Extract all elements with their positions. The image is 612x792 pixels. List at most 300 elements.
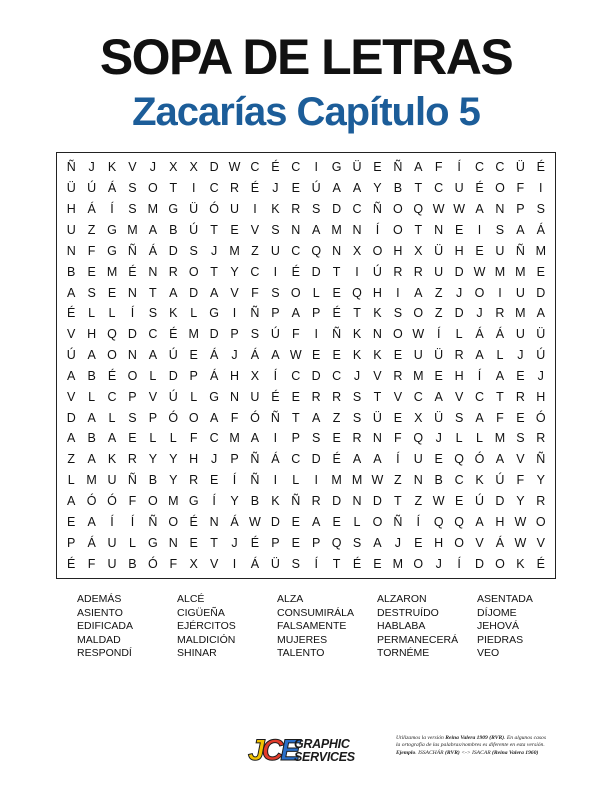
- grid-cell[interactable]: M: [535, 243, 546, 258]
- grid-cell[interactable]: Ñ: [291, 494, 301, 509]
- grid-cell[interactable]: J: [435, 556, 442, 571]
- grid-cell[interactable]: A: [209, 410, 219, 425]
- grid-cell[interactable]: I: [396, 285, 400, 300]
- grid-cell[interactable]: Á: [495, 535, 505, 550]
- grid-cell[interactable]: Y: [536, 473, 545, 488]
- grid-cell[interactable]: O: [454, 535, 464, 550]
- grid-cell[interactable]: C: [475, 389, 485, 404]
- grid-cell[interactable]: W: [514, 514, 527, 529]
- grid-cell[interactable]: Ú: [536, 348, 546, 363]
- grid-cell[interactable]: A: [475, 202, 484, 217]
- grid-cell[interactable]: C: [107, 389, 117, 404]
- grid-cell[interactable]: S: [393, 306, 403, 321]
- grid-cell[interactable]: A: [414, 285, 423, 300]
- grid-cell[interactable]: A: [516, 222, 525, 237]
- grid-cell[interactable]: J: [149, 160, 156, 175]
- grid-cell[interactable]: K: [373, 348, 382, 363]
- grid-cell[interactable]: E: [189, 535, 198, 550]
- grid-cell[interactable]: E: [516, 368, 525, 383]
- grid-cell[interactable]: U: [434, 264, 444, 279]
- grid-cell[interactable]: U: [413, 348, 423, 363]
- grid-cell[interactable]: S: [536, 202, 545, 217]
- grid-cell[interactable]: J: [394, 535, 401, 550]
- grid-cell[interactable]: W: [412, 327, 425, 342]
- grid-cell[interactable]: S: [148, 306, 158, 321]
- grid-cell[interactable]: Q: [352, 285, 362, 300]
- grid-cell[interactable]: Ü: [66, 181, 76, 196]
- grid-cell[interactable]: A: [434, 389, 443, 404]
- grid-cell[interactable]: D: [209, 327, 219, 342]
- grid-cell[interactable]: E: [373, 556, 382, 571]
- grid-cell[interactable]: I: [273, 431, 278, 446]
- grid-cell[interactable]: I: [232, 306, 237, 321]
- grid-cell[interactable]: N: [209, 514, 219, 529]
- grid-cell[interactable]: U: [413, 452, 423, 467]
- grid-cell[interactable]: N: [127, 285, 137, 300]
- grid-cell[interactable]: L: [149, 431, 157, 446]
- grid-cell[interactable]: É: [332, 452, 341, 467]
- grid-cell[interactable]: E: [87, 264, 96, 279]
- grid-cell[interactable]: F: [128, 494, 137, 509]
- grid-cell[interactable]: Ó: [107, 494, 117, 509]
- grid-cell[interactable]: F: [230, 410, 239, 425]
- grid-cell[interactable]: S: [271, 222, 280, 237]
- grid-cell[interactable]: P: [230, 327, 239, 342]
- grid-cell[interactable]: Ñ: [372, 202, 382, 217]
- grid-cell[interactable]: R: [168, 264, 178, 279]
- grid-cell[interactable]: Á: [209, 348, 219, 363]
- grid-cell[interactable]: D: [454, 306, 464, 321]
- grid-cell[interactable]: M: [229, 431, 240, 446]
- grid-cell[interactable]: N: [352, 494, 362, 509]
- grid-cell[interactable]: F: [189, 431, 198, 446]
- grid-cell[interactable]: V: [67, 327, 76, 342]
- grid-cell[interactable]: W: [432, 494, 445, 509]
- grid-cell[interactable]: E: [536, 264, 545, 279]
- grid-cell[interactable]: Ñ: [270, 410, 280, 425]
- grid-cell[interactable]: Ñ: [148, 514, 158, 529]
- grid-cell[interactable]: I: [191, 181, 196, 196]
- grid-cell[interactable]: C: [148, 327, 158, 342]
- grid-cell[interactable]: Á: [250, 348, 260, 363]
- grid-cell[interactable]: J: [210, 452, 218, 467]
- grid-cell[interactable]: Z: [251, 243, 259, 258]
- grid-cell[interactable]: S: [312, 202, 321, 217]
- grid-cell[interactable]: É: [536, 160, 545, 175]
- grid-cell[interactable]: D: [311, 368, 321, 383]
- grid-cell[interactable]: D: [311, 452, 321, 467]
- grid-cell[interactable]: A: [495, 368, 505, 383]
- grid-cell[interactable]: L: [67, 473, 75, 488]
- grid-cell[interactable]: M: [331, 222, 342, 237]
- grid-cell[interactable]: I: [253, 202, 257, 217]
- grid-cell[interactable]: G: [209, 389, 219, 404]
- grid-cell[interactable]: Ñ: [250, 452, 260, 467]
- grid-cell[interactable]: F: [87, 556, 96, 571]
- grid-cell[interactable]: Í: [212, 494, 216, 509]
- grid-cell[interactable]: T: [332, 556, 341, 571]
- grid-cell[interactable]: R: [230, 181, 240, 196]
- grid-cell[interactable]: D: [372, 494, 382, 509]
- grid-cell[interactable]: R: [352, 431, 362, 446]
- grid-cell[interactable]: Á: [87, 535, 96, 550]
- grid-cell[interactable]: N: [148, 264, 158, 279]
- grid-cell[interactable]: G: [209, 306, 219, 321]
- grid-cell[interactable]: Í: [130, 306, 135, 321]
- grid-cell[interactable]: E: [291, 181, 300, 196]
- grid-cell[interactable]: A: [312, 222, 321, 237]
- grid-cell[interactable]: S: [271, 285, 280, 300]
- grid-cell[interactable]: Í: [273, 368, 278, 383]
- grid-cell[interactable]: L: [88, 389, 96, 404]
- grid-cell[interactable]: M: [515, 264, 526, 279]
- grid-cell[interactable]: I: [273, 473, 278, 488]
- grid-cell[interactable]: H: [393, 243, 403, 258]
- grid-cell[interactable]: U: [270, 243, 280, 258]
- grid-cell[interactable]: Ü: [434, 348, 444, 363]
- grid-cell[interactable]: C: [291, 368, 301, 383]
- grid-cell[interactable]: O: [495, 181, 505, 196]
- grid-cell[interactable]: Ñ: [393, 160, 403, 175]
- grid-cell[interactable]: S: [352, 410, 362, 425]
- grid-cell[interactable]: T: [291, 410, 300, 425]
- grid-cell[interactable]: R: [332, 389, 342, 404]
- grid-cell[interactable]: G: [168, 202, 179, 217]
- grid-cell[interactable]: Í: [436, 327, 441, 342]
- grid-cell[interactable]: Í: [375, 222, 380, 237]
- grid-cell[interactable]: R: [393, 368, 403, 383]
- grid-cell[interactable]: Ú: [189, 222, 199, 237]
- grid-cell[interactable]: Y: [373, 181, 382, 196]
- grid-cell[interactable]: E: [516, 410, 525, 425]
- grid-cell[interactable]: V: [209, 556, 219, 571]
- grid-cell[interactable]: D: [209, 160, 219, 175]
- grid-cell[interactable]: E: [107, 285, 117, 300]
- grid-cell[interactable]: É: [271, 389, 280, 404]
- grid-cell[interactable]: V: [148, 389, 158, 404]
- grid-cell[interactable]: A: [67, 368, 76, 383]
- grid-cell[interactable]: E: [373, 160, 382, 175]
- grid-cell[interactable]: Á: [271, 452, 280, 467]
- grid-cell[interactable]: Y: [230, 264, 239, 279]
- grid-cell[interactable]: O: [290, 285, 301, 300]
- grid-cell[interactable]: Q: [454, 514, 464, 529]
- grid-cell[interactable]: Z: [434, 285, 443, 300]
- grid-cell[interactable]: W: [249, 514, 261, 529]
- grid-cell[interactable]: X: [250, 368, 260, 383]
- grid-cell[interactable]: S: [250, 327, 260, 342]
- grid-cell[interactable]: Q: [311, 243, 322, 258]
- grid-cell[interactable]: C: [413, 389, 423, 404]
- grid-cell[interactable]: L: [312, 285, 320, 300]
- grid-cell[interactable]: B: [250, 494, 260, 509]
- grid-cell[interactable]: N: [413, 473, 423, 488]
- grid-cell[interactable]: C: [250, 264, 260, 279]
- grid-cell[interactable]: T: [496, 389, 504, 404]
- grid-cell[interactable]: K: [107, 452, 117, 467]
- grid-cell[interactable]: M: [106, 264, 118, 279]
- grid-cell[interactable]: W: [473, 264, 486, 279]
- grid-cell[interactable]: U: [66, 222, 76, 237]
- grid-cell[interactable]: Ó: [535, 410, 546, 425]
- grid-cell[interactable]: M: [86, 473, 97, 488]
- grid-cell[interactable]: K: [352, 348, 362, 363]
- grid-cell[interactable]: D: [475, 556, 485, 571]
- grid-cell[interactable]: J: [353, 368, 361, 383]
- grid-cell[interactable]: A: [414, 160, 423, 175]
- grid-cell[interactable]: Ü: [372, 410, 382, 425]
- grid-cell[interactable]: Ñ: [250, 473, 260, 488]
- grid-cell[interactable]: O: [148, 494, 158, 509]
- grid-cell[interactable]: P: [312, 306, 321, 321]
- grid-cell[interactable]: A: [87, 452, 96, 467]
- grid-cell[interactable]: A: [107, 431, 117, 446]
- grid-cell[interactable]: E: [67, 514, 76, 529]
- grid-cell[interactable]: J: [272, 181, 279, 196]
- grid-cell[interactable]: F: [516, 181, 525, 196]
- grid-cell[interactable]: J: [231, 348, 238, 363]
- grid-cell[interactable]: L: [108, 306, 116, 321]
- grid-cell[interactable]: Ó: [168, 410, 179, 425]
- grid-cell[interactable]: S: [516, 431, 525, 446]
- grid-cell[interactable]: J: [88, 160, 95, 175]
- grid-cell[interactable]: K: [169, 306, 178, 321]
- grid-cell[interactable]: A: [291, 306, 300, 321]
- grid-cell[interactable]: C: [495, 160, 505, 175]
- grid-cell[interactable]: Z: [414, 494, 423, 509]
- grid-cell[interactable]: Y: [230, 494, 239, 509]
- grid-cell[interactable]: Z: [87, 222, 96, 237]
- grid-cell[interactable]: F: [496, 410, 504, 425]
- grid-cell[interactable]: Á: [230, 514, 239, 529]
- grid-cell[interactable]: O: [168, 514, 179, 529]
- grid-cell[interactable]: W: [432, 202, 445, 217]
- grid-cell[interactable]: Q: [331, 535, 342, 550]
- grid-cell[interactable]: Ú: [270, 327, 280, 342]
- grid-cell[interactable]: A: [312, 514, 321, 529]
- grid-cell[interactable]: Í: [477, 368, 482, 383]
- grid-cell[interactable]: V: [393, 389, 403, 404]
- grid-cell[interactable]: L: [496, 348, 504, 363]
- grid-cell[interactable]: L: [455, 327, 463, 342]
- grid-cell[interactable]: R: [413, 264, 423, 279]
- grid-cell[interactable]: B: [128, 556, 137, 571]
- grid-cell[interactable]: I: [498, 285, 502, 300]
- grid-cell[interactable]: E: [332, 431, 341, 446]
- grid-cell[interactable]: Á: [107, 181, 117, 196]
- grid-cell[interactable]: Ú: [372, 264, 382, 279]
- grid-cell[interactable]: G: [107, 243, 117, 258]
- grid-cell[interactable]: T: [414, 222, 423, 237]
- grid-cell[interactable]: N: [332, 243, 342, 258]
- grid-cell[interactable]: P: [189, 368, 198, 383]
- grid-cell[interactable]: T: [149, 285, 157, 300]
- grid-cell[interactable]: É: [67, 556, 76, 571]
- grid-cell[interactable]: I: [539, 181, 543, 196]
- grid-cell[interactable]: Ñ: [536, 452, 546, 467]
- grid-cell[interactable]: M: [168, 494, 179, 509]
- grid-cell[interactable]: D: [311, 264, 321, 279]
- grid-cell[interactable]: É: [189, 514, 198, 529]
- grid-cell[interactable]: H: [87, 327, 97, 342]
- grid-cell[interactable]: A: [373, 535, 382, 550]
- grid-cell[interactable]: R: [495, 306, 505, 321]
- grid-cell[interactable]: A: [475, 410, 484, 425]
- grid-cell[interactable]: É: [352, 556, 362, 571]
- grid-cell[interactable]: I: [314, 160, 318, 175]
- grid-cell[interactable]: N: [372, 431, 382, 446]
- grid-cell[interactable]: É: [271, 160, 280, 175]
- grid-cell[interactable]: C: [250, 160, 260, 175]
- grid-cell[interactable]: E: [128, 431, 137, 446]
- grid-cell[interactable]: Z: [332, 410, 341, 425]
- grid-cell[interactable]: Ü: [352, 160, 362, 175]
- grid-cell[interactable]: Ü: [270, 556, 280, 571]
- grid-cell[interactable]: N: [168, 535, 178, 550]
- grid-cell[interactable]: T: [373, 389, 382, 404]
- grid-cell[interactable]: Ñ: [250, 306, 260, 321]
- grid-cell[interactable]: L: [169, 431, 177, 446]
- grid-cell[interactable]: N: [230, 389, 240, 404]
- grid-cell[interactable]: Í: [130, 514, 135, 529]
- grid-cell[interactable]: L: [292, 473, 300, 488]
- grid-cell[interactable]: X: [414, 410, 423, 425]
- grid-cell[interactable]: Ó: [474, 452, 485, 467]
- grid-cell[interactable]: N: [372, 327, 382, 342]
- grid-cell[interactable]: O: [413, 306, 424, 321]
- grid-cell[interactable]: Q: [107, 327, 117, 342]
- grid-cell[interactable]: L: [108, 410, 116, 425]
- grid-cell[interactable]: E: [291, 514, 300, 529]
- grid-cell[interactable]: M: [188, 327, 199, 342]
- grid-cell[interactable]: O: [148, 181, 158, 196]
- grid-cell[interactable]: C: [291, 243, 301, 258]
- grid-cell[interactable]: F: [169, 556, 178, 571]
- grid-cell[interactable]: C: [291, 160, 301, 175]
- grid-cell[interactable]: R: [536, 431, 546, 446]
- grid-cell[interactable]: Í: [457, 556, 461, 571]
- grid-cell[interactable]: N: [434, 222, 444, 237]
- grid-cell[interactable]: Á: [87, 202, 96, 217]
- grid-cell[interactable]: Í: [457, 160, 461, 175]
- grid-cell[interactable]: J: [476, 306, 483, 321]
- grid-cell[interactable]: É: [475, 181, 484, 196]
- grid-cell[interactable]: X: [169, 160, 178, 175]
- grid-cell[interactable]: A: [312, 410, 321, 425]
- grid-cell[interactable]: M: [127, 222, 138, 237]
- grid-cell[interactable]: K: [352, 327, 362, 342]
- grid-cell[interactable]: E: [291, 389, 300, 404]
- grid-cell[interactable]: Ú: [168, 389, 178, 404]
- grid-cell[interactable]: L: [455, 431, 463, 446]
- grid-cell[interactable]: W: [453, 202, 466, 217]
- grid-cell[interactable]: A: [148, 348, 158, 363]
- grid-cell[interactable]: Y: [169, 452, 178, 467]
- grid-cell[interactable]: Y: [516, 494, 525, 509]
- grid-cell[interactable]: Q: [454, 452, 464, 467]
- grid-cell[interactable]: I: [232, 556, 237, 571]
- grid-cell[interactable]: Q: [413, 202, 424, 217]
- grid-cell[interactable]: Í: [314, 556, 318, 571]
- grid-cell[interactable]: Ó: [148, 556, 158, 571]
- grid-cell[interactable]: H: [454, 368, 464, 383]
- grid-cell[interactable]: E: [434, 452, 443, 467]
- grid-cell[interactable]: M: [515, 306, 526, 321]
- grid-cell[interactable]: O: [495, 556, 505, 571]
- grid-cell[interactable]: S: [291, 556, 300, 571]
- grid-cell[interactable]: U: [230, 202, 240, 217]
- grid-cell[interactable]: T: [210, 264, 218, 279]
- grid-cell[interactable]: K: [107, 160, 117, 175]
- grid-cell[interactable]: S: [189, 243, 198, 258]
- grid-cell[interactable]: É: [332, 306, 341, 321]
- grid-cell[interactable]: U: [495, 243, 505, 258]
- grid-cell[interactable]: É: [169, 327, 178, 342]
- grid-cell[interactable]: N: [291, 222, 301, 237]
- grid-cell[interactable]: Á: [250, 556, 260, 571]
- grid-cell[interactable]: U: [515, 327, 525, 342]
- grid-cell[interactable]: Á: [495, 327, 505, 342]
- grid-cell[interactable]: Ü: [434, 243, 444, 258]
- grid-cell[interactable]: É: [107, 368, 117, 383]
- grid-cell[interactable]: A: [87, 514, 96, 529]
- grid-cell[interactable]: Ú: [87, 181, 97, 196]
- grid-cell[interactable]: B: [87, 431, 96, 446]
- grid-cell[interactable]: F: [251, 285, 259, 300]
- grid-cell[interactable]: I: [477, 222, 482, 237]
- grid-cell[interactable]: A: [87, 410, 96, 425]
- grid-cell[interactable]: S: [128, 181, 137, 196]
- grid-cell[interactable]: É: [536, 556, 545, 571]
- grid-cell[interactable]: E: [454, 494, 464, 509]
- grid-cell[interactable]: T: [332, 264, 341, 279]
- grid-cell[interactable]: C: [332, 368, 342, 383]
- grid-cell[interactable]: M: [229, 243, 240, 258]
- grid-cell[interactable]: B: [87, 368, 96, 383]
- grid-cell[interactable]: Ñ: [127, 243, 137, 258]
- grid-cell[interactable]: I: [273, 264, 278, 279]
- grid-cell[interactable]: H: [434, 535, 444, 550]
- grid-cell[interactable]: O: [393, 202, 403, 217]
- grid-cell[interactable]: Á: [148, 243, 158, 258]
- grid-cell[interactable]: N: [495, 202, 505, 217]
- grid-cell[interactable]: Ñ: [127, 473, 137, 488]
- grid-cell[interactable]: C: [291, 452, 301, 467]
- grid-cell[interactable]: Q: [433, 514, 444, 529]
- grid-cell[interactable]: C: [434, 181, 444, 196]
- grid-cell[interactable]: E: [332, 285, 341, 300]
- grid-cell[interactable]: Ó: [86, 494, 97, 509]
- grid-cell[interactable]: Ñ: [66, 160, 76, 175]
- grid-cell[interactable]: A: [169, 285, 178, 300]
- grid-cell[interactable]: F: [434, 160, 443, 175]
- grid-cell[interactable]: U: [454, 181, 464, 196]
- grid-cell[interactable]: T: [210, 222, 218, 237]
- grid-cell[interactable]: V: [475, 535, 484, 550]
- grid-cell[interactable]: L: [353, 514, 361, 529]
- grid-cell[interactable]: É: [250, 181, 260, 196]
- grid-cell[interactable]: Ú: [311, 181, 321, 196]
- grid-cell[interactable]: D: [189, 285, 199, 300]
- grid-cell[interactable]: I: [355, 264, 359, 279]
- grid-cell[interactable]: O: [188, 264, 199, 279]
- grid-cell[interactable]: Z: [67, 452, 76, 467]
- grid-cell[interactable]: A: [332, 181, 341, 196]
- grid-cell[interactable]: A: [352, 181, 362, 196]
- grid-cell[interactable]: E: [434, 368, 443, 383]
- grid-cell[interactable]: E: [454, 222, 464, 237]
- grid-cell[interactable]: M: [331, 473, 342, 488]
